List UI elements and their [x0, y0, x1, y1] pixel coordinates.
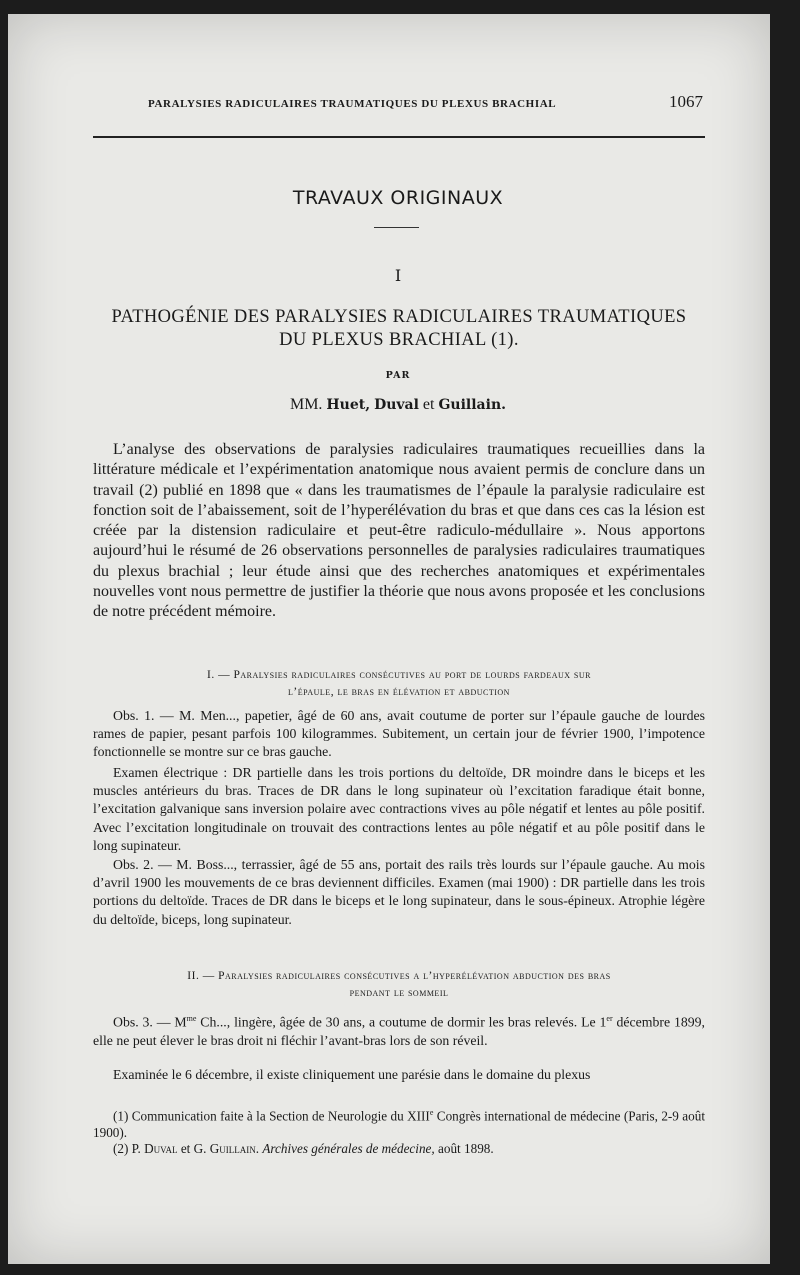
header-rule: [93, 136, 705, 138]
byline-par: PAR: [385, 370, 411, 381]
article-title-line1: PATHOGÉNIE DES PARALYSIES RADICULAIRES TRAUMATIQUES: [111, 307, 687, 327]
observation-1-exam: Examen électrique : DR partielle dans les trois portions du deltoïde, DR moindre dans le biceps et les muscles antérieurs du bras. Traces de DR dans le long supinateur où l’excitation faradique était bonne, l’excitation galvanique sans inversion polaire avec contractions vives au pôle négatif et lentes au pôle positif. Avec l’excitation longitudinale on trouvait des contractions lentes au pôle négatif et au pôle positif dans le long supinateur.: [93, 765, 705, 853]
observation-3-exam: Examinée le 6 décembre, il existe cliniquement une parésie dans le domaine du plexus: [113, 1067, 591, 1082]
running-head-title: PARALYSIES RADICULAIRES TRAUMATIQUES DU PLEXUS BRACHIAL: [148, 98, 557, 110]
section-1-heading: [93, 667, 705, 701]
observation-1: Obs. 1. — M. Men..., papetier, âgé de 60 ans, avait coutume de porter sur l’épaule gauche de lourdes rames de papier, pesant parfois 100 kilogrammes. Subitement, un certain jour de février 1900, l’impotence fonctionnelle se montre sur ce bras gauche.: [93, 708, 705, 760]
section-2-line2: pendant le sommeil: [349, 987, 449, 999]
section-2-number: II. —: [187, 970, 215, 982]
section-2-line1: Paralysies radiculaires consécutives a l’hyperélévation abduction des bras: [218, 970, 611, 982]
author-duval: Duval: [374, 397, 419, 413]
author-huet: Huet,: [326, 397, 371, 413]
section-1-line2: l’épaule, le bras en élévation et abduction: [288, 686, 510, 698]
section-1-number: I. —: [207, 669, 231, 681]
section-2-heading: [93, 968, 705, 1002]
article-title: [93, 306, 705, 352]
title-divider: [374, 227, 419, 228]
intro-paragraph: L’analyse des observations de paralysies radiculaires traumatiques recueillies dans la littérature médicale et l’expérimentation anatomique nous avaient permis de conclure dans un travail (2) publié en 1898 que « dans les traumatismes de l’épaule la paralysie radiculaire est fonction soit de l’abaissement, soit de l’hyperélévation du bras et que dans ces cas la lésion est créée par la distension radiculaire et peut-être radiculo-médullaire ». Nous apportons aujourd’hui le résumé de 26 observations personnelles de paralysies radiculaires traumatiques du plexus brachial ; leur étude ainsi que des recherches anatomiques et expérimentales nouvelles vont nous permettre de justifier la théorie que nous avons proposée et les conclusions de notre précédent mémoire.: [93, 441, 705, 621]
journal-title: Archives générales de médecine,: [262, 1141, 435, 1156]
authors-prefix: MM.: [289, 396, 323, 413]
observation-3: Obs. 3. — $M^{me}$ Ch..., lingère, âgée de 30 ans, a coutume de dormir les bras relevés. Le 1er décembre 1899, elle ne peut élever le bras droit ni fléchir l’avant-bras lors de son réveil.: [93, 1014, 705, 1048]
footnote-2: (2) P. Duval et G. Guillain. Archives générales de médecine, août 1898.: [113, 1141, 494, 1156]
running-head: [148, 92, 703, 112]
section-title: TRAVAUX ORIGINAUX: [292, 187, 504, 209]
observation-2: Obs. 2. — M. Boss..., terrassier, âgé de 55 ans, portait des rails très lourds sur l’épaule gauche. Au mois d’avril 1900 les mouvements de ce bras deviennent difficiles. Examen (mai 1900) : DR partielle dans les trois portions du deltoïde. Traces de DR dans le biceps et le long supinateur, dans le sous-épineux. Atrophie légère du deltoïde, biceps, long supinateur.: [93, 857, 705, 927]
authors-conj: et: [422, 396, 435, 413]
section-1-line1: Paralysies radiculaires consécutives au port de lourds fardeaux sur: [233, 669, 591, 681]
author-guillain: Guillain.: [438, 397, 507, 413]
footnote-1: (1) Communication faite à la Section de Neurologie du XIIIe Congrès international de médecine (Paris, 2-9 août 1900).: [93, 1108, 705, 1141]
byline-authors: [8, 396, 788, 414]
page-number: 1067: [669, 92, 703, 111]
journal-page: [8, 14, 770, 1264]
article-title-line2: DU PLEXUS BRACHIAL (1).: [279, 330, 519, 350]
article-number: I: [394, 266, 402, 285]
